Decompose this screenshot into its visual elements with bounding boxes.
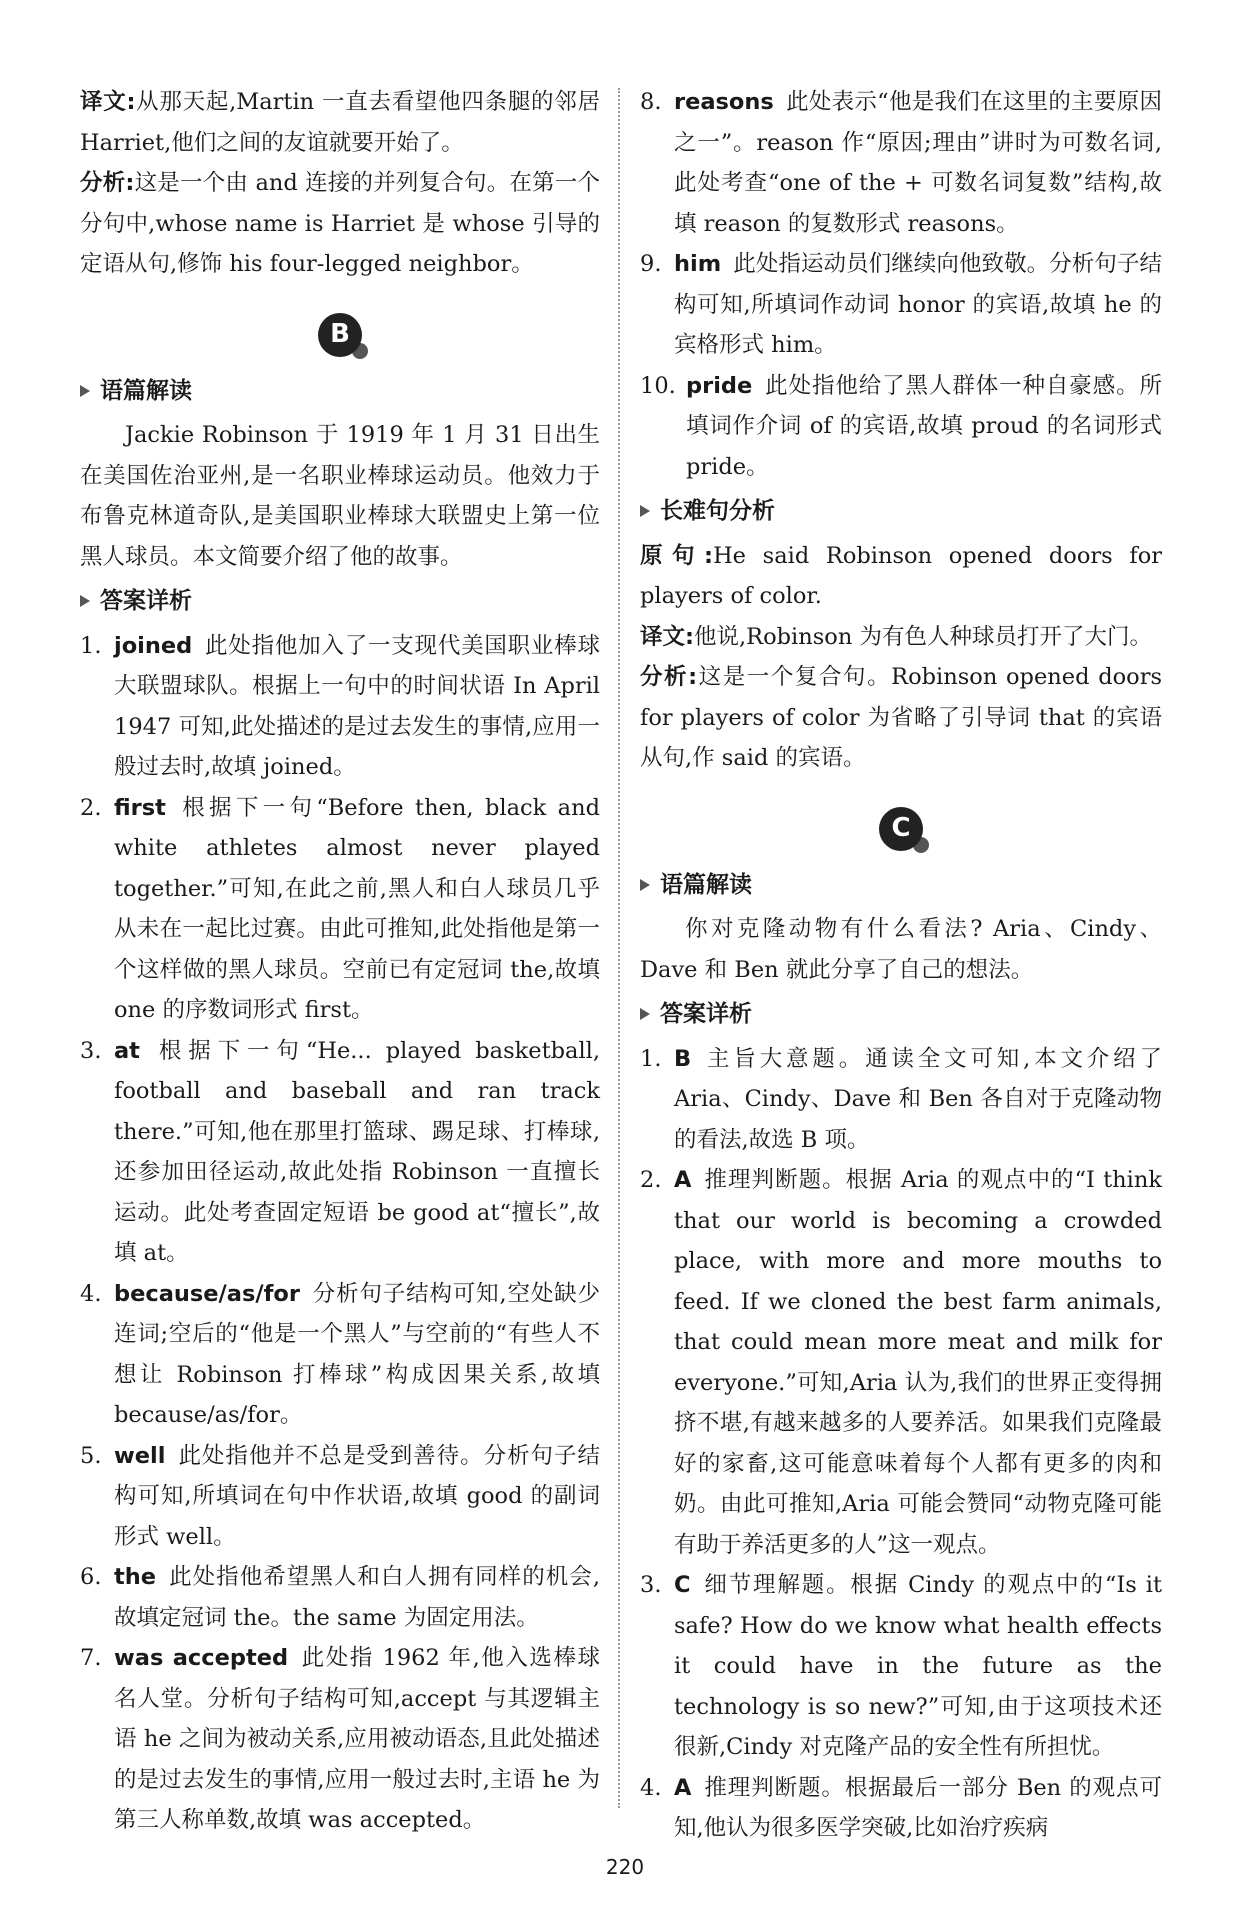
triangle-bullet-icon [80,595,90,607]
answer-item-c1 [640,1039,1162,1161]
answer-choice: A [674,1774,692,1801]
text: 这是一个复合句。Robinson opened doors for players of color 为省略了引导词 that 的宾语从句,作 said 的宾语。 [640,664,1162,771]
answer-word: because/as/for [114,1280,300,1307]
section-letter-badge: B [318,313,362,357]
text: 他说,Robinson 为有色人种球员打开了大门。 [694,623,1152,650]
explanation: 此处指他并不总是受到善待。分析句子结构可知,所填词在句中作状语,故填 good 的副词形式 well。 [114,1442,600,1550]
heading-text: 长难句分析 [660,498,775,524]
explanation: 根据下一句“He... played basketball, football and baseball and ran track there.”可知,他在那里打篮球、踢足球、打棒球,还参加田径运动,故此处指 Robinson 一直擅长运动。此处考查固定短语 be good at“擅长”,故填 at。 [114,1037,600,1266]
answer-word: pride [686,372,753,399]
heading-text: 语篇解读 [100,377,192,404]
answers-heading [640,994,1162,1035]
explanation: 推理判断题。根据最后一部分 Ben 的观点可知,他认为很多医学突破,比如治疗疾病 [674,1774,1162,1841]
item-body [674,1768,1162,1849]
answer-word: at [114,1037,140,1064]
answer-item-1 [80,626,600,788]
left-column [80,82,600,1841]
answer-word: him [674,251,722,277]
answer-list-c [640,1039,1162,1849]
heading-text: 答案详析 [660,1001,752,1027]
answer-choice: A [674,1167,692,1193]
answer-item-c4 [640,1768,1162,1849]
item-number: 8. [640,89,662,115]
sentence-translation [640,617,1162,658]
long-sentence-heading [640,491,1162,532]
answer-list [80,626,600,1841]
section-letter-badge: C [879,807,923,851]
item-body [114,1436,600,1558]
triangle-bullet-icon [640,1008,650,1020]
explanation: 此处指运动员们继续向他致敬。分析句子结构可知,所填词作动词 honor 的宾语,故填 he 的宾格形式 him。 [674,251,1162,358]
column-divider [618,88,620,1808]
item-number: 6. [80,1564,102,1590]
explanation: 根据下一句“Before then, black and white athletes almost never played together.”可知,在此之前,黑人和白人球员几乎从未在一起比过赛。由此可推知,此处指他是第一个这样做的黑人球员。空前已有定冠词 the,故填 one 的序数词形式 first。 [114,794,600,1023]
item-body [114,788,600,1031]
item-number: 3. [640,1572,662,1598]
item-number: 4. [80,1280,102,1307]
reading-heading [80,371,600,412]
explanation: 细节理解题。根据 Cindy 的观点中的“Is it safe? How do we know what health effects it could have in the future as the technology is so new?”可知,由于这项技术还很新,Cindy 对克隆产品的安全性有所担忧。 [674,1572,1162,1760]
explanation: 此处指他加入了一支现代美国职业棒球大联盟球队。根据上一句中的时间状语 In April 1947 可知,此处描述的是过去发生的事情,应用一般过去时,故填 joined。 [114,632,600,780]
section-b-marker [80,313,600,357]
triangle-bullet-icon [640,879,650,891]
answer-item-c2 [640,1160,1162,1565]
explanation: 此处指他希望黑人和白人拥有同样的机会,故填定冠词 the。the same 为固定用法。 [114,1564,600,1631]
answer-item-4 [80,1274,600,1436]
label: 译文: [80,89,136,115]
item-number: 1. [640,1045,662,1072]
answer-item-9 [640,244,1162,366]
item-number: 3. [80,1037,102,1064]
answer-item-3 [80,1031,600,1274]
text: He said Robinson opened doors for players of color. [640,542,1163,609]
answer-choice: C [674,1572,691,1598]
explanation: 此处指他给了黑人群体一种自豪感。所填词作介词 of 的宾语,故填 proud 的名词形式 pride。 [686,372,1162,480]
item-number: 2. [640,1167,662,1193]
heading-text: 答案详析 [100,588,192,614]
explanation: 推理判断题。根据 Aria 的观点中的“I think that our world is becoming a crowded place, with more and more mouths to feed. If we cloned the best farm animals, that could mean more meat and milk for everyone.”可知,Aria 认为,我们的世界正变得拥挤不堪,有越来越多的人要养活。如果我们克隆最好的家畜,这可能意味着每个人都有更多的肉和奶。由此可推知,Aria 可能会赞同“动物克隆可能有助于养活更多的人”这一观点。 [674,1167,1162,1558]
explanation: 主旨大意题。通读全文可知,本文介绍了 Aria、Cindy、Dave 和 Ben 各自对于克隆动物的看法,故选 B 项。 [674,1045,1162,1153]
triangle-bullet-icon [80,385,90,397]
heading-text: 语篇解读 [660,871,752,898]
answer-item-6 [80,1557,600,1638]
item-number: 4. [640,1774,662,1801]
label: 分析: [640,664,698,690]
label: 原句: [640,542,714,569]
item-body [674,82,1162,244]
item-body [686,366,1162,488]
item-body [114,1638,600,1841]
explanation: 此处表示“他是我们在这里的主要原因之一”。reason 作“原因;理由”讲时为可数名词,此处考查“one of the + 可数名词复数”结构,故填 reason 的复数形式 reasons。 [674,89,1162,237]
section-c-marker [640,807,1162,851]
original-sentence [640,536,1162,617]
item-body [114,626,600,788]
explanation: 分析句子结构可知,空处缺少连词;空后的“他是一个黑人”与空前的“有些人不想让 Robinson 打棒球”构成因果关系,故填 because/as/for。 [114,1280,600,1428]
answer-choice: B [674,1045,692,1072]
right-column [640,82,1162,1849]
triangle-bullet-icon [640,505,650,517]
item-number: 7. [80,1645,102,1671]
answer-item-2 [80,788,600,1031]
answer-word: the [114,1564,157,1590]
sentence-analysis [640,657,1162,779]
item-body [114,1274,600,1436]
label: 分析: [80,170,135,196]
item-body [674,1039,1162,1161]
reading-summary: 你对克隆动物有什么看法? Aria、Cindy、Dave 和 Ben 就此分享了自己的想法。 [640,916,1162,983]
item-number: 10. [640,372,676,399]
answer-word: well [114,1442,166,1469]
item-body [674,1565,1162,1768]
answer-word: reasons [674,89,774,115]
item-body [674,1160,1162,1565]
answer-word: was accepted [114,1645,289,1671]
item-body [674,244,1162,366]
item-body [114,1557,600,1638]
item-number: 2. [80,794,102,821]
answer-word: joined [114,632,193,659]
text: 从那天起,Martin 一直去看望他四条腿的邻居 Harriet,他们之间的友谊就要开始了。 [80,89,600,156]
answer-list-continued [640,82,1162,487]
explanation: 此处指 1962 年,他入选棒球名人堂。分析句子结构可知,accept 与其逻辑主语 he 之间为被动关系,应用被动语态,且此处描述的是过去发生的事情,应用一般过去时,主语 he 为第三人称单数,故填 was accepted。 [114,1645,601,1833]
answer-word: first [114,794,166,821]
reading-heading [640,865,1162,906]
label: 译文: [640,623,694,650]
text: 这是一个由 and 连接的并列复合句。在第一个分句中,whose name is Harriet 是 whose 引导的定语从句,修饰 his four-legged neighbor。 [80,170,600,277]
reading-summary: Jackie Robinson 于 1919 年 1 月 31 日出生在美国佐治亚州,是一名职业棒球运动员。他效力于布鲁克林道奇队,是美国职业棒球大联盟史上第一位黑人球员。本文简要介绍了他的故事。 [80,422,600,570]
answer-item-10 [640,366,1162,488]
item-number: 9. [640,251,662,277]
answer-item-c3 [640,1565,1162,1768]
intro-translation [80,82,600,163]
answers-heading [80,581,600,622]
item-body [114,1031,600,1274]
item-number: 1. [80,632,102,659]
answer-item-8 [640,82,1162,244]
answer-item-7 [80,1638,600,1841]
answer-item-5 [80,1436,600,1558]
intro-analysis [80,163,600,285]
page-number: 220 [605,1855,645,1879]
item-number: 5. [80,1442,102,1469]
